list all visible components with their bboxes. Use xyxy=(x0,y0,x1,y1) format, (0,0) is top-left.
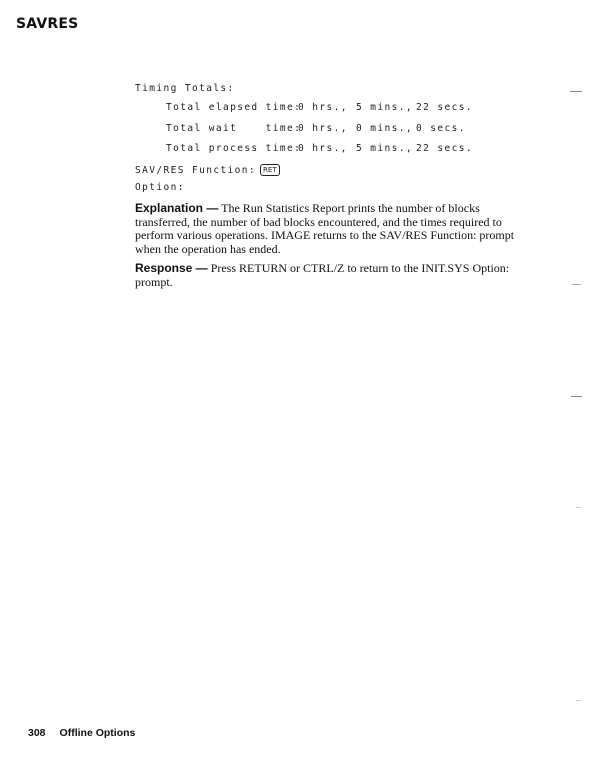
margin-mark xyxy=(576,700,581,701)
margin-mark xyxy=(572,284,581,285)
page-footer xyxy=(28,727,135,739)
page-header-title: SAVRES xyxy=(16,16,79,32)
explanation-paragraph xyxy=(135,202,535,256)
timing-row-seconds: 22 secs. xyxy=(416,143,473,154)
margin-mark xyxy=(576,507,581,508)
timing-row-label: Total wait time: xyxy=(166,123,302,134)
timing-row-seconds: 22 secs. xyxy=(416,102,473,113)
timing-row-minutes: 5 mins., xyxy=(356,102,413,113)
response-heading: Response — xyxy=(135,261,208,275)
response-paragraph xyxy=(135,262,535,289)
response-text: Press RETURN or CTRL/Z to return to the INIT.SYS Option: prompt. xyxy=(135,261,510,289)
page-number: 308 xyxy=(28,727,46,739)
timing-row-label: Total process time: xyxy=(166,143,302,154)
ret-key-icon: RET xyxy=(260,164,280,176)
timing-row-seconds: 0 secs. xyxy=(416,123,466,134)
timing-row-minutes: 5 mins., xyxy=(356,143,413,154)
margin-mark xyxy=(570,91,582,92)
timing-row-minutes: 0 mins., xyxy=(356,123,413,134)
footer-section-title: Offline Options xyxy=(59,727,136,739)
timing-row-hours: 0 hrs., xyxy=(298,123,348,134)
explanation-text: The Run Statistics Report prints the number of blocks transferred, the number of bad blocks encountered, and the times required to perform various operations. IMAGE returns to the SAV/RES Function: prompt when the operation has ended. xyxy=(135,201,515,256)
timing-row-label: Total elapsed time: xyxy=(166,102,302,113)
sav-res-function-prompt xyxy=(135,164,280,176)
timing-totals-title: Timing Totals: xyxy=(135,83,235,94)
option-prompt: Option: xyxy=(135,182,185,193)
timing-row-hours: 0 hrs., xyxy=(298,102,348,113)
timing-row-hours: 0 hrs., xyxy=(298,143,348,154)
margin-mark xyxy=(571,396,582,397)
explanation-heading: Explanation — xyxy=(135,201,219,215)
function-prompt-text: SAV/RES Function: xyxy=(135,165,257,176)
